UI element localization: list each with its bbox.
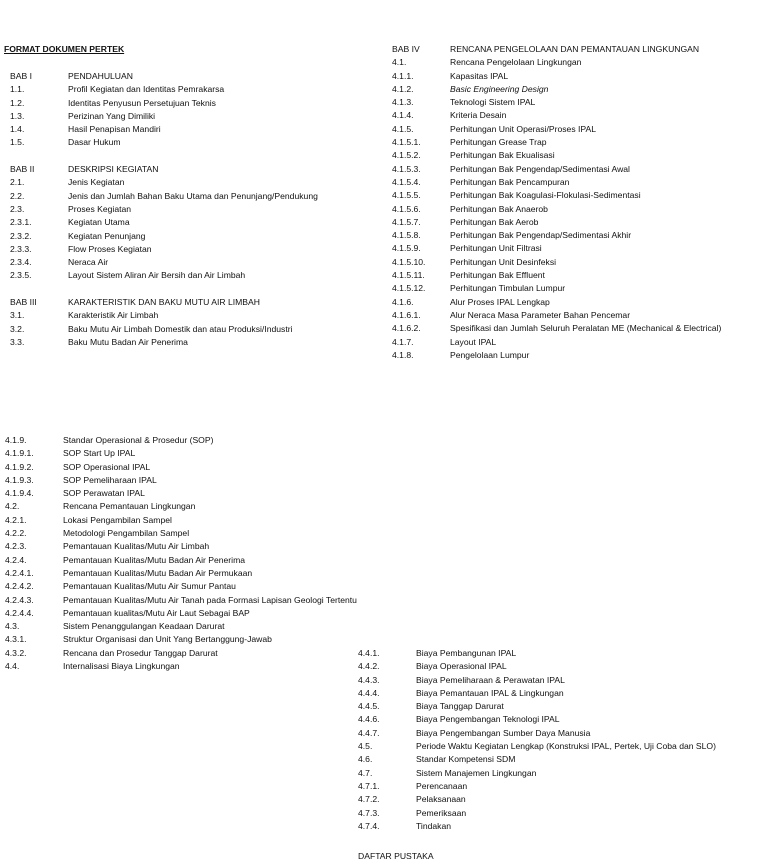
- toc-entry-text: Pemantauan Kualitas/Mutu Air Limbah: [63, 541, 210, 552]
- toc-entry-text: Biaya Tanggap Darurat: [416, 701, 504, 712]
- toc-entry-number: 4.1.5.3.: [392, 163, 421, 174]
- toc-entry-number: 4.7.1.: [358, 780, 380, 791]
- toc-entry-text: Proses Kegiatan: [68, 203, 132, 214]
- toc-entry-number: 4.2.1.: [5, 514, 27, 525]
- toc-entry: [392, 163, 768, 176]
- toc-entry-text: SOP Start Up IPAL: [63, 448, 136, 459]
- document-title: FORMAT DOKUMEN PERTEK: [4, 44, 125, 54]
- toc-entry-number: BAB III: [10, 297, 37, 308]
- toc-entry-number: 4.1.6.1.: [392, 309, 421, 320]
- toc-entry-text: Perhitungan Bak Koagulasi-Flokulasi-Sedimentasi: [450, 190, 641, 201]
- toc-entry-number: 4.1.7.: [392, 336, 414, 347]
- toc-entry-text: Biaya Pengembangan Teknologi IPAL: [416, 714, 560, 725]
- toc-entry: [392, 96, 768, 109]
- toc-left-bottom: [5, 434, 425, 673]
- toc-entry-text: Alur Neraca Masa Parameter Bahan Pencemar: [450, 309, 631, 320]
- toc-entry-number: 4.2.4.: [5, 554, 27, 565]
- toc-entry-text: Sistem Manajemen Lingkungan: [416, 767, 537, 778]
- toc-entry: [358, 647, 768, 660]
- toc-entry-text: Baku Mutu Badan Air Penerima: [68, 336, 188, 347]
- toc-entry: [392, 242, 768, 255]
- toc-entry-text: Pemantauan Kualitas/Mutu Air Tanah pada Formasi Lapisan Geologi Tertentu: [63, 594, 357, 605]
- toc-entry-number: 4.1.5.: [392, 123, 414, 134]
- toc-entry-text: Pemantauan kualitas/Mutu Air Laut Sebagai BAP: [63, 607, 250, 618]
- toc-entry: [392, 216, 768, 229]
- toc-entry-number: BAB IV: [392, 44, 420, 54]
- toc-entry-text: Perhitungan Bak Anaerob: [450, 203, 548, 214]
- toc-entry-text: Pelaksanaan: [416, 794, 466, 805]
- toc-entry-number: 2.3.3.: [10, 243, 32, 254]
- toc-entry-number: 2.3.1.: [10, 217, 32, 228]
- toc-entry-number: 4.2.4.3.: [5, 594, 34, 605]
- toc-entry-number: 4.3.1.: [5, 634, 27, 645]
- toc-entry-number: 2.3.: [10, 203, 25, 214]
- toc-left-top: [10, 70, 380, 349]
- toc-entry: [10, 323, 380, 336]
- toc-entry-number: 4.2.3.: [5, 541, 27, 552]
- toc-entry-text: Layout Sistem Aliran Air Bersih dan Air Limbah: [68, 270, 246, 281]
- toc-entry: [392, 83, 768, 96]
- toc-entry-text: Biaya Pemeliharaan & Perawatan IPAL: [416, 674, 565, 685]
- toc-entry-text: Profil Kegiatan dan Identitas Pemrakarsa: [68, 84, 225, 95]
- bibliography-heading: DAFTAR PUSTAKA: [358, 851, 434, 861]
- toc-entry: [392, 123, 768, 136]
- toc-entry-text: Perhitungan Bak Aerob: [450, 216, 539, 227]
- toc-entry-number: 4.4.: [5, 661, 20, 672]
- toc-entry: [392, 149, 768, 162]
- toc-entry-number: 1.1.: [10, 84, 25, 95]
- toc-entry-number: 2.3.4.: [10, 257, 32, 268]
- toc-entry-text: SOP Perawatan IPAL: [63, 488, 145, 499]
- toc-entry-number: 4.1.6.: [392, 296, 414, 307]
- toc-entry-number: 4.7.2.: [358, 794, 380, 805]
- toc-entry-number: 4.1.5.1.: [392, 137, 421, 148]
- toc-entry-text: Sistem Penanggulangan Keadaan Darurat: [63, 621, 225, 632]
- toc-entry: [10, 296, 380, 309]
- toc-entry-text: Pemantauan Kualitas/Mutu Badan Air Permukaan: [63, 567, 253, 578]
- toc-entry: [10, 269, 380, 282]
- toc-entry-text: Pemantauan Kualitas/Mutu Badan Air Penerima: [63, 554, 246, 565]
- toc-entry-number: 4.2.4.2.: [5, 581, 34, 592]
- toc-entry-number: 4.5.: [358, 741, 373, 752]
- toc-entry-text: Rencana dan Prosedur Tanggap Darurat: [63, 647, 218, 658]
- toc-entry-text: PENDAHULUAN: [68, 71, 133, 81]
- toc-entry-number: 4.2.: [5, 501, 20, 512]
- toc-entry-text: Periode Waktu Kegiatan Lengkap (Konstruksi IPAL, Pertek, Uji Coba dan SLO): [416, 741, 716, 752]
- toc-entry-number: 4.1.5.9.: [392, 243, 421, 254]
- toc-entry: [358, 727, 768, 740]
- toc-entry: [358, 753, 768, 766]
- toc-entry-number: 4.4.1.: [358, 648, 380, 658]
- toc-entry: [10, 230, 380, 243]
- toc-entry-text: Layout IPAL: [450, 336, 497, 347]
- toc-entry: [5, 594, 425, 607]
- toc-entry-number: 1.5.: [10, 137, 25, 148]
- toc-entry-number: 4.4.2.: [358, 661, 380, 672]
- toc-entry: [392, 109, 768, 122]
- toc-entry-text: Hasil Penapisan Mandiri: [68, 124, 161, 135]
- toc-entry-number: 4.4.5.: [358, 701, 380, 712]
- toc-entry-text: Perhitungan Bak Pengendap/Sedimentasi Akhir: [450, 230, 632, 241]
- toc-entry-text: Standar Operasional & Prosedur (SOP): [63, 435, 214, 445]
- toc-entry: [10, 256, 380, 269]
- toc-entry: [5, 514, 425, 527]
- toc-entry-number: 4.1.: [392, 57, 407, 68]
- toc-entry-text: Perhitungan Unit Desinfeksi: [450, 256, 557, 267]
- toc-entry-number: 4.2.2.: [5, 528, 27, 539]
- spacer: [10, 283, 380, 296]
- toc-entry-text: Spesifikasi dan Jumlah Seluruh Peralatan ME (Mechanical & Electrical): [450, 323, 722, 334]
- toc-entry: [392, 309, 768, 322]
- toc-entry: [5, 474, 425, 487]
- toc-entry: [358, 700, 768, 713]
- toc-entry: [392, 136, 768, 149]
- toc-entry: [5, 607, 425, 620]
- toc-entry-text: Biaya Operasional IPAL: [416, 661, 507, 672]
- toc-entry-text: Pemantauan Kualitas/Mutu Air Sumur Pantau: [63, 581, 236, 592]
- toc-entry-number: 4.1.2.: [392, 83, 414, 94]
- toc-entry: [392, 296, 768, 309]
- toc-entry: [358, 767, 768, 780]
- toc-entry: [10, 203, 380, 216]
- toc-entry-text: Struktur Organisasi dan Unit Yang Bertanggung-Jawab: [63, 634, 272, 645]
- toc-entry-number: 3.2.: [10, 323, 25, 334]
- toc-entry-text: Basic Engineering Design: [450, 83, 549, 94]
- toc-entry: [10, 190, 380, 203]
- toc-entry: [5, 567, 425, 580]
- toc-entry-number: 4.1.9.4.: [5, 488, 34, 499]
- toc-entry-number: 4.1.9.: [5, 435, 27, 445]
- toc-entry-number: 4.1.9.1.: [5, 448, 34, 459]
- toc-entry-number: 4.1.5.2.: [392, 150, 421, 161]
- toc-entry: [392, 322, 768, 335]
- toc-entry-number: 4.7.3.: [358, 807, 380, 818]
- toc-entry: [10, 110, 380, 123]
- toc-entry: [10, 336, 380, 349]
- toc-entry: [5, 620, 425, 633]
- toc-entry-number: 4.1.5.5.: [392, 190, 421, 201]
- toc-entry-number: 4.1.5.12.: [392, 283, 426, 294]
- toc-entry-text: Biaya Pengembangan Sumber Daya Manusia: [416, 727, 591, 738]
- toc-entry: [392, 56, 768, 69]
- toc-entry-text: Jenis dan Jumlah Bahan Baku Utama dan Penunjang/Pendukung: [68, 190, 318, 201]
- toc-entry-number: 1.3.: [10, 110, 25, 121]
- toc-entry: [5, 487, 425, 500]
- toc-entry-number: 4.1.5.10.: [392, 256, 426, 267]
- toc-entry-text: Perhitungan Bak Effluent: [450, 270, 545, 281]
- toc-entry: [10, 309, 380, 322]
- toc-entry-number: 4.1.5.4.: [392, 176, 421, 187]
- toc-entry-text: Identitas Penyusun Persetujuan Teknis: [68, 97, 216, 108]
- toc-entry-text: Perencanaan: [416, 780, 468, 791]
- toc-entry: [5, 434, 425, 447]
- toc-entry: [10, 216, 380, 229]
- toc-entry-number: 4.3.2.: [5, 647, 27, 658]
- toc-entry-text: Rencana Pengelolaan Lingkungan: [450, 57, 582, 68]
- toc-entry: [392, 203, 768, 216]
- toc-entry-text: Perhitungan Bak Ekualisasi: [450, 150, 555, 161]
- toc-entry: [5, 447, 425, 460]
- toc-entry: [392, 336, 768, 349]
- spacer: [10, 150, 380, 163]
- toc-entry: [358, 780, 768, 793]
- toc-entry: [358, 740, 768, 753]
- toc-entry: [5, 540, 425, 553]
- toc-entry-text: Perizinan Yang Dimiliki: [68, 110, 156, 121]
- toc-entry-text: Teknologi Sistem IPAL: [450, 97, 536, 108]
- toc-entry: [10, 136, 380, 149]
- toc-entry-text: Flow Proses Kegiatan: [68, 243, 152, 254]
- toc-entry: [5, 633, 425, 646]
- toc-entry: [10, 83, 380, 96]
- toc-entry-number: 4.1.9.3.: [5, 474, 34, 485]
- toc-entry-text: RENCANA PENGELOLAAN DAN PEMANTAUAN LINGKUNGAN: [450, 44, 700, 54]
- toc-entry-text: Biaya Pembangunan IPAL: [416, 648, 517, 658]
- toc-entry-number: 4.4.3.: [358, 674, 380, 685]
- toc-entry: [358, 713, 768, 726]
- toc-entry: [358, 674, 768, 687]
- toc-entry-number: 2.3.2.: [10, 230, 32, 241]
- toc-entry-text: Karakteristik Air Limbah: [68, 310, 159, 321]
- toc-entry-number: 4.1.3.: [392, 97, 414, 108]
- toc-entry-text: Pengelolaan Lumpur: [450, 349, 530, 360]
- toc-entry-number: 4.3.: [5, 621, 20, 632]
- toc-entry-number: 3.1.: [10, 310, 25, 321]
- toc-entry-text: Perhitungan Bak Pencampuran: [450, 176, 570, 187]
- toc-entry-number: 1.2.: [10, 97, 25, 108]
- toc-entry: [5, 554, 425, 567]
- toc-entry-text: Alur Proses IPAL Lengkap: [450, 296, 550, 307]
- toc-entry: [358, 820, 768, 833]
- toc-entry-number: 4.4.4.: [358, 687, 380, 698]
- toc-entry: [10, 163, 380, 176]
- toc-entry-number: BAB II: [10, 164, 35, 175]
- toc-entry-number: 2.1.: [10, 177, 25, 188]
- toc-entry: [358, 793, 768, 806]
- toc-entry-number: BAB I: [10, 71, 32, 81]
- toc-entry: [358, 687, 768, 700]
- toc-entry-number: 4.1.5.6.: [392, 203, 421, 214]
- toc-entry: [392, 43, 768, 56]
- toc-entry-text: Perhitungan Grease Trap: [450, 137, 547, 148]
- toc-entry-text: Metodologi Pengambilan Sampel: [63, 528, 190, 539]
- toc-entry-text: Neraca Air: [68, 257, 109, 268]
- toc-entry: [392, 256, 768, 269]
- toc-entry: [10, 176, 380, 189]
- toc-entry-text: Kegiatan Penunjang: [68, 230, 146, 241]
- toc-entry-text: Lokasi Pengambilan Sampel: [63, 514, 172, 525]
- toc-entry-text: Rencana Pemantauan Lingkungan: [63, 501, 196, 512]
- toc-entry-text: Pemeriksaan: [416, 807, 467, 818]
- toc-entry-number: 4.1.4.: [392, 110, 414, 121]
- toc-entry-text: Jenis Kegiatan: [68, 177, 125, 188]
- toc-entry: [358, 807, 768, 820]
- toc-entry: [5, 527, 425, 540]
- toc-entry-number: 4.1.5.7.: [392, 216, 421, 227]
- toc-entry-number: 4.1.5.8.: [392, 230, 421, 241]
- toc-entry-number: 4.4.7.: [358, 727, 380, 738]
- toc-entry: [392, 229, 768, 242]
- toc-entry-text: Dasar Hukum: [68, 137, 121, 148]
- toc-entry-text: Kapasitas IPAL: [450, 70, 509, 81]
- toc-entry-number: 1.4.: [10, 124, 25, 135]
- toc-entry: [10, 123, 380, 136]
- toc-entry: [10, 97, 380, 110]
- toc-entry-number: 4.2.4.4.: [5, 607, 34, 618]
- toc-entry-text: KARAKTERISTIK DAN BAKU MUTU AIR LIMBAH: [68, 297, 260, 308]
- toc-entry-text: Perhitungan Unit Filtrasi: [450, 243, 542, 254]
- toc-entry: [392, 176, 768, 189]
- toc-right-bottom: [358, 647, 768, 833]
- toc-entry-number: 2.3.5.: [10, 270, 32, 281]
- toc-entry-text: Baku Mutu Air Limbah Domestik dan atau Produksi/Industri: [68, 323, 293, 334]
- toc-entry-text: Kriteria Desain: [450, 110, 507, 121]
- toc-entry-text: Standar Kompetensi SDM: [416, 754, 516, 765]
- toc-entry: [358, 660, 768, 673]
- toc-entry-text: Internalisasi Biaya Lingkungan: [63, 661, 180, 672]
- toc-entry-number: 4.4.6.: [358, 714, 380, 725]
- toc-entry-text: Biaya Pemantauan IPAL & Lingkungan: [416, 687, 564, 698]
- toc-entry-number: 4.7.: [358, 767, 373, 778]
- toc-entry: [10, 243, 380, 256]
- toc-entry-text: Perhitungan Bak Pengendap/Sedimentasi Awal: [450, 163, 630, 174]
- toc-entry-text: DESKRIPSI KEGIATAN: [68, 164, 159, 175]
- toc-entry-text: Perhitungan Unit Operasi/Proses IPAL: [450, 123, 597, 134]
- toc-entry: [5, 461, 425, 474]
- toc-entry-text: Tindakan: [416, 820, 452, 831]
- toc-entry-text: SOP Operasional IPAL: [63, 461, 151, 472]
- toc-entry-number: 4.1.8.: [392, 349, 414, 360]
- toc-entry-text: SOP Pemeliharaan IPAL: [63, 474, 157, 485]
- toc-entry-number: 3.3.: [10, 336, 25, 347]
- toc-entry-number: 4.6.: [358, 754, 373, 765]
- toc-entry-number: 4.1.9.2.: [5, 461, 34, 472]
- toc-entry: [5, 580, 425, 593]
- toc-entry: [392, 269, 768, 282]
- toc-entry: [5, 500, 425, 513]
- toc-entry-number: 2.2.: [10, 190, 25, 201]
- toc-entry-number: 4.2.4.1.: [5, 567, 34, 578]
- toc-entry: [392, 349, 768, 362]
- toc-entry: [10, 70, 380, 83]
- toc-entry: [392, 70, 768, 83]
- toc-entry: [392, 189, 768, 202]
- toc-right-top: [392, 43, 768, 362]
- toc-entry: [392, 282, 768, 295]
- toc-entry-number: 4.7.4.: [358, 820, 380, 831]
- toc-entry-text: Kegiatan Utama: [68, 217, 130, 228]
- toc-entry-number: 4.1.1.: [392, 70, 414, 81]
- toc-entry-number: 4.1.5.11.: [392, 270, 425, 281]
- toc-entry-text: Perhitungan Timbulan Lumpur: [450, 283, 566, 294]
- toc-entry-number: 4.1.6.2.: [392, 323, 421, 334]
